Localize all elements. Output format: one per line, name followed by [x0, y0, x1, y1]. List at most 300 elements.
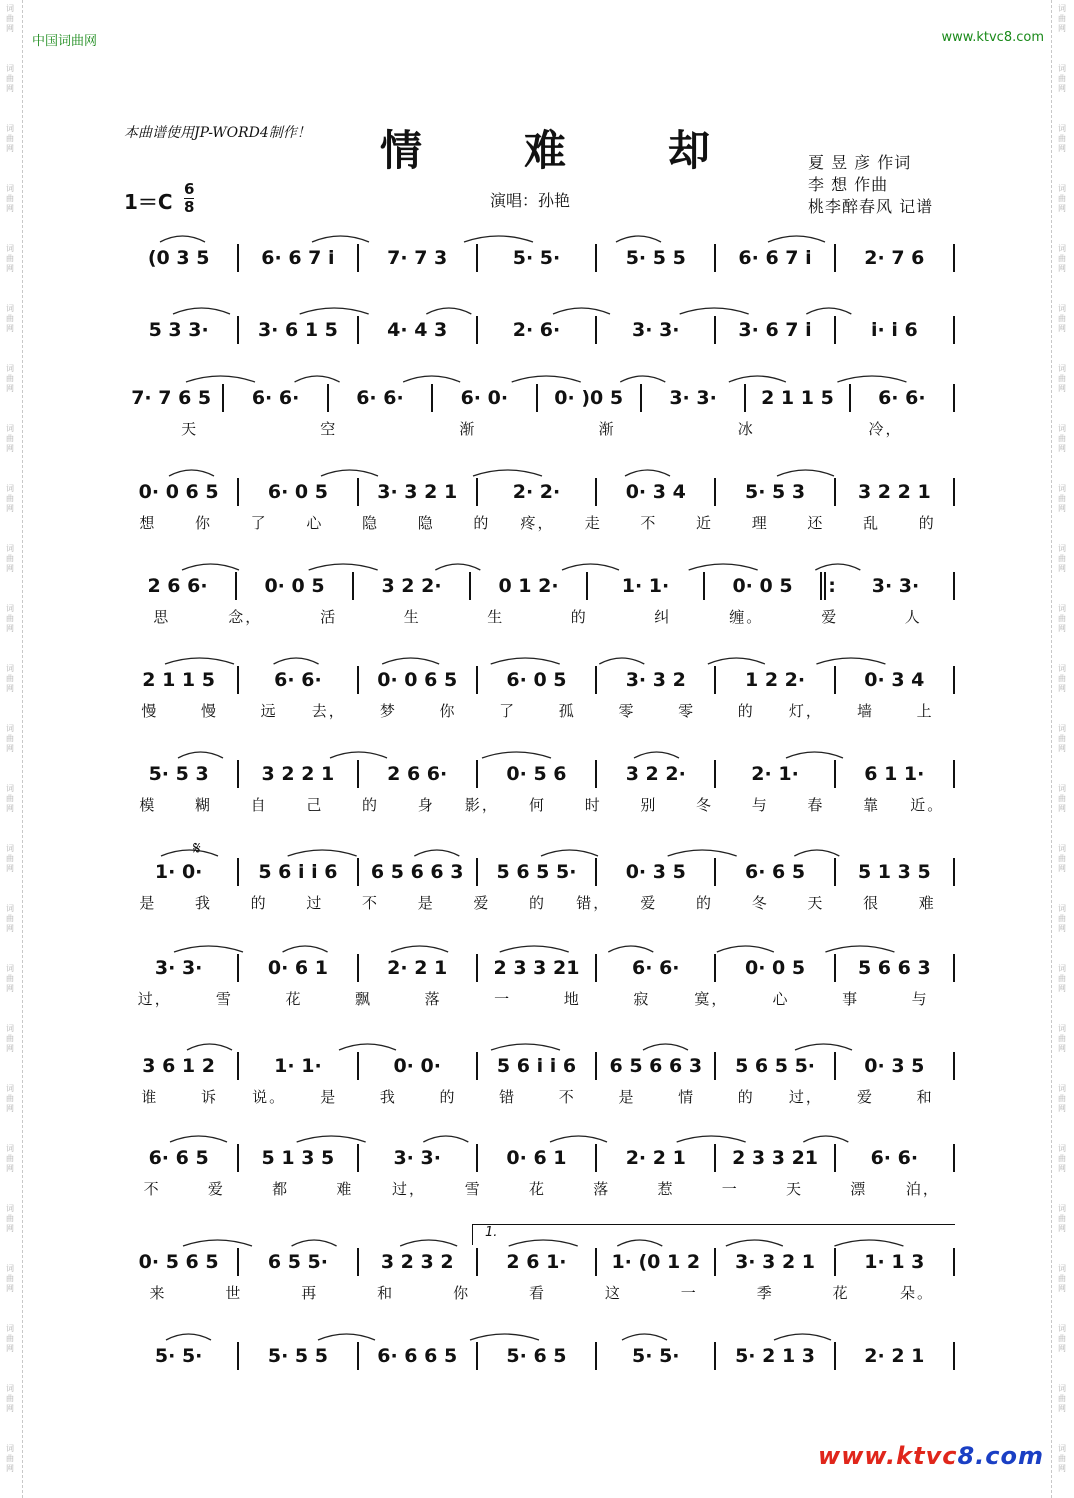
lyric-char: 一	[494, 990, 512, 1008]
lyric-char: 念，	[228, 608, 263, 626]
barline	[953, 316, 955, 344]
lyric-char: 灯，	[788, 702, 823, 720]
lyric-char: 寂	[633, 990, 651, 1008]
barline	[953, 954, 955, 982]
score-row	[120, 662, 955, 728]
footer-logo-part: 8.com	[957, 1442, 1044, 1470]
slur-arc	[186, 376, 255, 382]
slur-arc	[295, 376, 340, 382]
lyric-char: 寞，	[694, 990, 729, 1008]
slur-group	[120, 652, 955, 666]
lyric-char: 雪	[215, 990, 233, 1008]
lyric-char: 隐	[362, 514, 380, 532]
lyric-char: 来	[149, 1284, 167, 1302]
lyric-char: 都	[272, 1180, 290, 1198]
lyric-char: 是	[618, 1088, 636, 1106]
lyric-char: 情	[678, 1088, 696, 1106]
lyric-char: 再	[301, 1284, 319, 1302]
slur-arc	[616, 236, 661, 242]
measure-notes: i· i 6	[870, 319, 918, 341]
slur-arc	[768, 236, 825, 242]
measure-notes: 5· 5·	[512, 247, 561, 269]
score-row	[120, 1244, 955, 1310]
measure-notes: 5· 6 5	[506, 1345, 567, 1367]
measure-notes: 6· 6 6 5	[377, 1345, 458, 1367]
lyric-char: 泊，	[905, 1180, 940, 1198]
watermark-text: 词 曲 网	[6, 1264, 14, 1293]
measure-notes: 0· 5 6	[506, 763, 567, 785]
measure-notes: 4· 4 3	[387, 319, 448, 341]
measure-notes: 3· 3·	[632, 319, 680, 341]
lyric-char: 花	[529, 1180, 547, 1198]
slur-arc	[297, 1136, 366, 1142]
lyric-char: 冬	[751, 894, 769, 912]
lyric-char: 何	[529, 796, 547, 814]
measure-notes: 2· 2·	[512, 481, 561, 503]
measure-notes: 2 3 3 21	[732, 1147, 819, 1169]
lyric-char: 慢	[141, 702, 159, 720]
slur-group	[120, 558, 955, 572]
slur-arc	[160, 236, 205, 242]
slur-arc	[500, 946, 569, 952]
slur-arc	[165, 658, 234, 664]
measure-notes: 0· 3 5	[864, 1055, 925, 1077]
watermark-text: 词 曲 网	[6, 664, 14, 693]
lyric-char: 上	[916, 702, 934, 720]
lyric-char: 空	[320, 420, 338, 438]
measure-notes: 5 6 i i 6	[496, 1055, 577, 1077]
slur-arc	[777, 470, 834, 476]
measure-notes: 2· 7 6	[864, 247, 925, 269]
score-row	[120, 1048, 955, 1114]
barline	[953, 244, 955, 272]
slur-arc	[426, 308, 471, 314]
watermark-text: 词 曲 网	[6, 784, 14, 813]
lyric-char: 世	[225, 1284, 243, 1302]
measure-notes: 6· 6·	[251, 387, 300, 409]
watermark-text: 词 曲 网	[6, 1324, 14, 1353]
watermark-text: 词 曲 网	[1058, 1204, 1066, 1233]
watermark-text: 词 曲 网	[1058, 1324, 1066, 1353]
measure-notes: 0· 0 6 5	[377, 669, 458, 691]
lyric-char: 生	[403, 608, 421, 626]
watermark-text: 词 曲 网	[1058, 184, 1066, 213]
slur-arc	[837, 376, 906, 382]
slur-group	[120, 746, 955, 760]
slur-arc	[403, 376, 460, 382]
notation-line	[120, 854, 955, 890]
lyric-char: 了	[250, 514, 268, 532]
watermark-text: 词 曲 网	[1058, 844, 1066, 873]
site-name-link[interactable]: 中国词曲网	[32, 34, 98, 49]
lyric-char: 的	[529, 894, 547, 912]
meter-top: 6	[184, 180, 195, 198]
lyric-char: 的	[737, 1088, 755, 1106]
lyric-char: 错	[499, 1088, 517, 1106]
composer-credit: 李 想 作曲	[808, 175, 889, 194]
lyric-char: 花	[285, 990, 303, 1008]
right-watermark-strip	[1051, 0, 1074, 1498]
slur-arc	[816, 658, 885, 664]
measure-notes: 2 1 1 5	[761, 387, 834, 409]
measure-notes: 3· 3·	[393, 1147, 441, 1169]
lyrics-line	[120, 418, 955, 439]
measure-notes: 6· 6 5	[744, 861, 806, 883]
measure-notes: 3 2 3 2	[380, 1251, 454, 1273]
watermark-text: 词 曲 网	[1058, 64, 1066, 93]
lyric-char: 乱	[863, 514, 881, 532]
slur-arc	[309, 564, 378, 570]
measure-notes: 5 6 5 5·	[496, 861, 577, 883]
barline	[953, 1248, 955, 1276]
lyric-char: 糊	[195, 796, 213, 814]
measure-notes: 1 2 2·	[744, 669, 806, 691]
lyric-char: 是	[320, 1088, 338, 1106]
notation-line	[120, 312, 955, 348]
slur-arc	[318, 1334, 375, 1340]
left-watermark-strip	[0, 0, 23, 1498]
lyric-char: 地	[563, 990, 581, 1008]
slur-arc	[553, 308, 610, 314]
lyric-char: 己	[306, 796, 324, 814]
measure-notes: 0· 0 6 5	[138, 481, 219, 503]
notation-line	[120, 1140, 955, 1176]
credits	[808, 152, 933, 218]
measure-notes: 1· 0·	[154, 861, 203, 883]
measure-notes: 3· 3 2	[625, 669, 686, 691]
slur-arc	[562, 564, 619, 570]
score-row	[120, 474, 955, 540]
lyric-char: 不	[143, 1180, 161, 1198]
lyric-char: 墙	[857, 702, 875, 720]
lyric-char: 走	[584, 514, 602, 532]
measure-notes: 5 1 3 5	[857, 861, 931, 883]
barline	[953, 858, 955, 886]
lyric-char: 的	[737, 702, 755, 720]
measure-notes: 0· 3 4	[625, 481, 686, 503]
measure-notes: 5· 5·	[632, 1345, 680, 1367]
lyric-char: 身	[417, 796, 435, 814]
lyric-char: 的	[362, 796, 380, 814]
title-char: 情	[380, 126, 423, 175]
measure-notes: 3· 3·	[669, 387, 717, 409]
measure-notes: 5· 5 5	[625, 247, 686, 269]
slur-arc	[512, 376, 581, 382]
measure-notes: 6· 6 7 i	[261, 247, 335, 269]
lyric-char: 影，	[464, 796, 499, 814]
watermark-text: 词 曲 网	[6, 1444, 14, 1473]
lyric-char: 一	[721, 1180, 739, 1198]
lyric-char: 是	[139, 894, 157, 912]
slur-arc	[321, 470, 378, 476]
score-row	[120, 854, 955, 920]
measure-notes: 0· 5 6 5	[138, 1251, 219, 1273]
lyric-char: 活	[320, 608, 338, 626]
slur-arc	[815, 564, 860, 570]
slur-arc	[482, 752, 551, 758]
lyrics-line	[120, 1282, 955, 1303]
watermark-text: 词 曲 网	[6, 1204, 14, 1233]
watermark-text: 词 曲 网	[6, 904, 14, 933]
lyric-char: 人	[904, 608, 922, 626]
slur-arc	[330, 752, 387, 758]
barline	[953, 384, 955, 412]
slur-arc	[470, 1334, 539, 1340]
footer-logo	[818, 1442, 1044, 1470]
footer-logo-part: www.ktvc	[818, 1442, 958, 1470]
lyric-char: 冬	[696, 796, 714, 814]
measure-notes: 3· 6 1 5	[257, 319, 338, 341]
slur-arc	[312, 236, 369, 242]
notation-line	[120, 662, 955, 698]
measure-notes: 5· 5·	[154, 1345, 203, 1367]
watermark-text: 词 曲 网	[6, 424, 14, 453]
slur-arc	[599, 658, 644, 664]
measure-notes: 1· (0 1 2	[611, 1251, 701, 1273]
measure-notes: 5· 5 5	[267, 1345, 328, 1367]
slur-group	[120, 1328, 955, 1342]
measure-notes: 6· 6·	[356, 387, 404, 409]
slur-arc	[173, 308, 230, 314]
slur-arc	[391, 946, 448, 952]
lyrics-line	[120, 512, 955, 533]
measure-notes: 3 6 1 2	[142, 1055, 215, 1077]
barline	[953, 478, 955, 506]
measure-notes: 5 1 3 5	[261, 1147, 335, 1169]
watermark-text: 词 曲 网	[1058, 1024, 1066, 1053]
measure-notes: 3· 6 7 i	[738, 319, 812, 341]
watermark-text: 词 曲 网	[1058, 664, 1066, 693]
slur-group	[120, 370, 955, 384]
lyrics-line	[120, 1178, 955, 1199]
lyric-char: 孤	[558, 702, 576, 720]
measure-notes: 7· 7 6 5	[131, 387, 212, 409]
measure-notes: 3 2 2·	[625, 763, 686, 785]
lyric-char: 落	[593, 1180, 611, 1198]
watermark-text: 词 曲 网	[1058, 784, 1066, 813]
lyric-char: 缠。	[729, 608, 764, 626]
first-ending-bracket	[472, 1224, 955, 1245]
barline	[953, 1144, 955, 1172]
lyric-char: 的	[439, 1088, 457, 1106]
repeat-dots: :	[828, 575, 836, 597]
lyric-char: 的	[250, 894, 268, 912]
measure-notes: 2 6 1·	[506, 1251, 567, 1273]
measure-notes: 2 3 3 21	[493, 957, 580, 979]
lyric-char: 过，	[788, 1088, 823, 1106]
site-url-link[interactable]: www.ktvc8.com	[941, 30, 1044, 45]
lyric-char: 你	[439, 702, 457, 720]
lyric-char: 过，	[137, 990, 172, 1008]
measure-notes: 6· 6·	[878, 387, 926, 409]
slur-group	[120, 1038, 955, 1052]
slur-arc	[473, 470, 542, 476]
watermark-text: 词 曲 网	[6, 964, 14, 993]
watermark-text: 词 曲 网	[1058, 364, 1066, 393]
lyric-char: 去，	[311, 702, 346, 720]
slur-arc	[182, 564, 239, 570]
slur-arc	[300, 308, 369, 314]
lyric-char: 天	[785, 1180, 803, 1198]
lyric-char: 靠	[863, 796, 881, 814]
measure-notes: 3· 3·	[154, 957, 203, 979]
lyric-char: 的	[696, 894, 714, 912]
lyric-char: 思	[153, 608, 171, 626]
lyric-char: 飘	[355, 990, 373, 1008]
slur-arc	[806, 308, 851, 314]
slur-group	[120, 230, 955, 244]
slur-group	[120, 302, 955, 316]
lyric-char: 惹	[657, 1180, 675, 1198]
watermark-text: 词 曲 网	[1058, 424, 1066, 453]
lyric-char: 落	[424, 990, 442, 1008]
barline	[953, 1052, 955, 1080]
lyric-char: 我	[195, 894, 213, 912]
measure-notes: 2 6 6·	[387, 763, 448, 785]
lyric-char: 冰	[737, 420, 755, 438]
slur-arc	[608, 946, 653, 952]
lyric-char: 冷，	[868, 420, 903, 438]
measure-notes: 6· 6 5	[148, 1147, 209, 1169]
score-row	[120, 756, 955, 822]
slur-arc	[166, 1334, 211, 1340]
lyric-char: 雪	[464, 1180, 482, 1198]
watermark-text: 词 曲 网	[1058, 304, 1066, 333]
measure-notes: 0· 0 5	[744, 957, 806, 979]
watermark-text: 词 曲 网	[1058, 1084, 1066, 1113]
slur-group	[120, 464, 955, 478]
lyric-char: 一	[680, 1284, 698, 1302]
notation-line	[120, 756, 955, 792]
measure-notes: 1· 1·	[274, 1055, 322, 1077]
slur-arc	[708, 658, 765, 664]
measure-notes: 6· 6·	[632, 957, 680, 979]
lyric-char: 我	[379, 1088, 397, 1106]
lyrics-line	[120, 794, 955, 815]
lyric-char: 难	[336, 1180, 354, 1198]
lyric-char: 隐	[417, 514, 435, 532]
slur-arc	[435, 564, 480, 570]
slur-arc	[729, 376, 786, 382]
lyric-char: 季	[756, 1284, 774, 1302]
slur-group	[120, 844, 955, 858]
title-char: 难	[523, 126, 566, 175]
lyric-char: 爱	[857, 1088, 875, 1106]
segno-sign: 𝄋	[193, 838, 201, 859]
barline	[953, 572, 955, 600]
measure-notes: 3 2 2·	[381, 575, 442, 597]
lyric-char: 很	[863, 894, 881, 912]
measure-notes: 2· 6·	[512, 319, 561, 341]
measure-notes: 6 5 6 6 3	[609, 1055, 703, 1077]
slur-arc	[414, 850, 459, 856]
lyrics-line	[120, 892, 955, 913]
measure-notes: 0· 3 4	[864, 669, 925, 691]
slur-arc	[677, 1136, 746, 1142]
lyric-char: 模	[139, 796, 157, 814]
slur-arc	[423, 1136, 468, 1142]
slur-group	[120, 940, 955, 954]
key-signature: 1＝C	[124, 190, 173, 214]
lyric-char: 过，	[392, 1180, 427, 1198]
slur-arc	[795, 1044, 852, 1050]
measure-notes: 5· 5 3	[148, 763, 209, 785]
lyric-char: 看	[528, 1284, 546, 1302]
measure-notes: 3· 3 2 1	[377, 481, 458, 503]
slur-arc	[382, 658, 439, 664]
watermark-text: 词 曲 网	[6, 1024, 14, 1053]
measure-notes: 6 1 1·	[864, 763, 925, 785]
notation-line	[120, 380, 955, 416]
lyric-char: 了	[499, 702, 517, 720]
lyric-char: 你	[195, 514, 213, 532]
slur-arc	[541, 850, 598, 856]
measure-notes: 5 6 6 3	[857, 957, 931, 979]
lyrics-line	[120, 606, 955, 627]
slur-arc	[643, 1044, 688, 1050]
lyric-char: 纠	[654, 608, 672, 626]
slur-arc	[283, 946, 328, 952]
notation-line	[120, 474, 955, 510]
watermark-text: 词 曲 网	[1058, 124, 1066, 153]
lyric-char: 漂	[850, 1180, 868, 1198]
lyric-char: 心	[306, 514, 324, 532]
watermark-text: 词 曲 网	[1058, 1264, 1066, 1293]
lyric-char: 想	[139, 514, 157, 532]
watermark-text: 词 曲 网	[6, 1084, 14, 1113]
score-row	[120, 1338, 955, 1404]
lyric-char: 说。	[252, 1088, 287, 1106]
lyric-char: 与	[911, 990, 929, 1008]
slur-group	[120, 1130, 955, 1144]
lyric-char: 时	[584, 796, 602, 814]
watermark-text: 词 曲 网	[6, 724, 14, 753]
lyric-char: 慢	[200, 702, 218, 720]
measure-notes: 7· 7 3	[387, 247, 448, 269]
ending-number: 1.	[485, 1225, 498, 1240]
score-row	[120, 950, 955, 1016]
slur-arc	[288, 850, 357, 856]
slur-arc	[689, 564, 758, 570]
measure-notes: 6· 6·	[870, 1147, 919, 1169]
lyric-char: 天	[181, 420, 199, 438]
measure-notes: 3· 3 2 1	[735, 1251, 816, 1273]
notation-line	[120, 1244, 955, 1280]
slur-arc	[292, 1240, 337, 1246]
measure-notes: 0· 0 5	[264, 575, 325, 597]
measure-notes: 2 1 1 5	[142, 669, 215, 691]
notation-line	[120, 950, 955, 986]
lyric-char: 事	[842, 990, 860, 1008]
measure-notes: 1· 1·	[621, 575, 670, 597]
watermark-text: 词 曲 网	[6, 184, 14, 213]
watermark-text: 词 曲 网	[6, 844, 14, 873]
slur-arc	[803, 1136, 848, 1142]
measure-notes: 6· 0 5	[506, 669, 567, 691]
lyric-char: 爱	[640, 894, 658, 912]
title-char: 却	[667, 126, 710, 175]
watermark-text: 词 曲 网	[6, 364, 14, 393]
lyric-char: 错，	[576, 894, 611, 912]
slur-arc	[174, 946, 243, 952]
watermark-text: 词 曲 网	[1058, 904, 1066, 933]
slur-arc	[620, 376, 665, 382]
slur-arc	[786, 752, 843, 758]
watermark-text: 词 曲 网	[6, 484, 14, 513]
lyric-char: 近	[696, 514, 714, 532]
lyrics-line	[120, 700, 955, 721]
slur-arc	[717, 946, 774, 952]
